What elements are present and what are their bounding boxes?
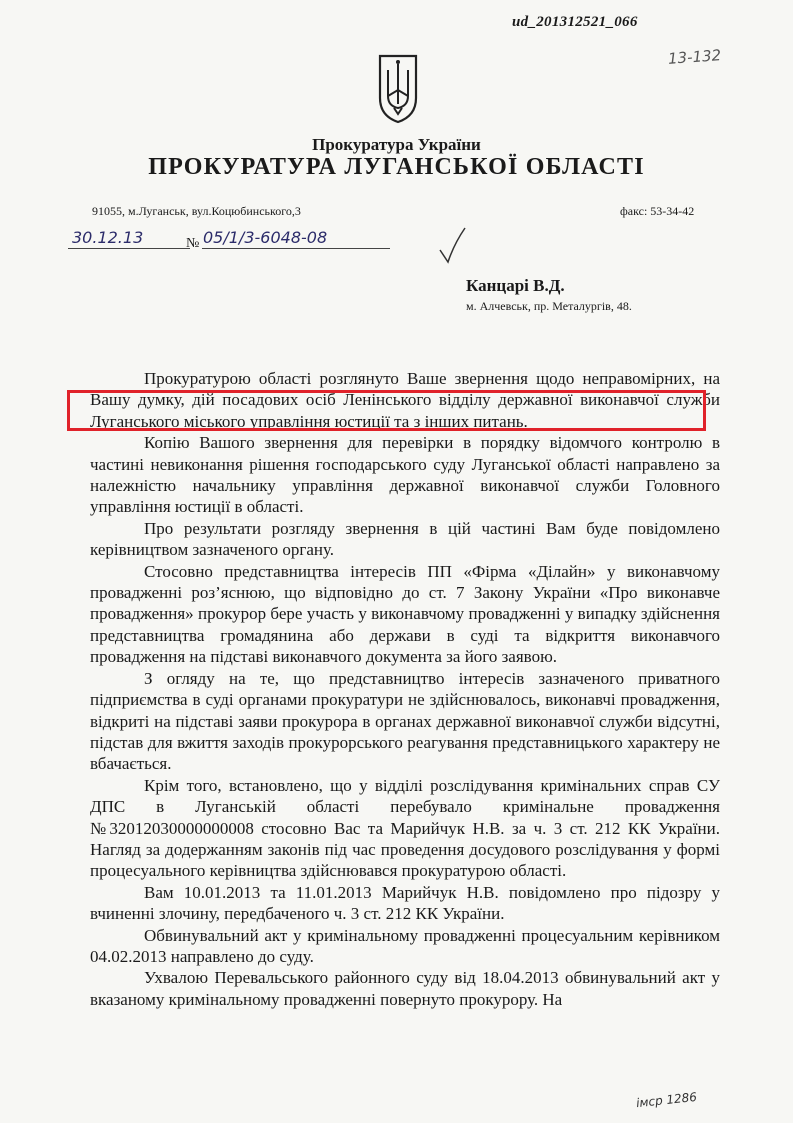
paragraph: Вам 10.01.2013 та 11.01.2013 Марийчук Н.В. повідомлено про підозру у вчиненні злочину, передбаченого ч. 3 ст. 212 КК України.: [90, 882, 720, 924]
letter-body: [90, 368, 720, 1010]
signature-mark: імср 1286: [635, 1089, 698, 1111]
paragraph: Копію Вашого звернення для перевірки в порядку відомчого контролю в частині невиконання рішення господарського суду Луганської області направлено за належністю начальнику управління державної виконавчої служби Головного управління юстиції в області.: [90, 433, 720, 517]
paragraph: Прокуратурою області розглянуто Ваше звернення щодо неправомірних, на Вашу думку, дій посадових осіб Ленінського відділу державної виконавчої служби Луганського міського управління юстиції та з інших питань.: [90, 369, 720, 431]
paragraph: Про результати розгляду звернення в цій частині Вам буде повідомлено керівництвом зазначеного органу.: [90, 518, 720, 560]
registration-date: 30.12.13: [72, 228, 144, 247]
paragraph: Крім того, встановлено, що у відділі розслідування кримінальних справ СУ ДПС в Луганській області перебувало кримінальне провадження №32012030000000008 стосовно Вас та Марийчук Н.В. за ч. 3 ст. 212 КК України. Нагляд за додержанням законів під час проведення досудового розслідування у формі процесуального керівництва здійснювався прокуратурою області.: [90, 775, 720, 881]
office-address: 91055, м.Луганськ, вул.Коцюбинського,3: [92, 204, 301, 218]
recipient-name: Канцарі В.Д.: [466, 276, 565, 295]
number-underline: [202, 247, 390, 249]
checkmark-icon: [438, 226, 466, 264]
registration-number: 05/1/3-6048-08: [203, 228, 328, 247]
trident-emblem-icon: [374, 52, 422, 124]
paragraph: Ухвалою Перевальського районного суду від 18.04.2013 обвинувальний акт у вказаному кримінальному провадженні повернуто прокурору. На: [90, 968, 720, 1009]
handwritten-number: 13-132: [667, 46, 722, 68]
number-label: №: [186, 236, 200, 251]
office-fax: факс: 53-34-42: [620, 204, 695, 218]
office-title: ПРОКУРАТУРА ЛУГАНСЬКОЇ ОБЛАСТІ: [148, 154, 645, 180]
document-id: ud_201312521_066: [512, 14, 638, 30]
highlight-box: [67, 390, 706, 431]
agency-title: Прокуратура України: [312, 135, 481, 154]
paragraph: Обвинувальний акт у кримінальному провадженні процесуальним керівником 04.02.2013 направлено до суду.: [90, 925, 720, 966]
recipient-address: м. Алчевськ, пр. Металургів, 48.: [466, 299, 632, 313]
paragraph: Стосовно представництва інтересів ПП «Фірма «Ділайн» у виконавчому провадженні роз’яснюю, що відповідно до ст. 7 Закону України «Про виконавче провадження» прокурор бере участь у виконавчому провадженні у випадку здійснення представництва громадянина або держави в суді та відкриття виконавчого провадження на підставі виконавчого документа за його заявою.: [90, 561, 720, 667]
date-underline: [68, 247, 190, 249]
paragraph: З огляду на те, що представництво інтересів зазначеного приватного підприємства в суді органами прокуратури не здійснювалось, виконавчі провадження, відкриті на підставі заяви прокурора в органах державної виконавчої служби відсутні, підстав для вжиття заходів прокурорського реагування представницького характеру не вбачається.: [90, 668, 720, 774]
